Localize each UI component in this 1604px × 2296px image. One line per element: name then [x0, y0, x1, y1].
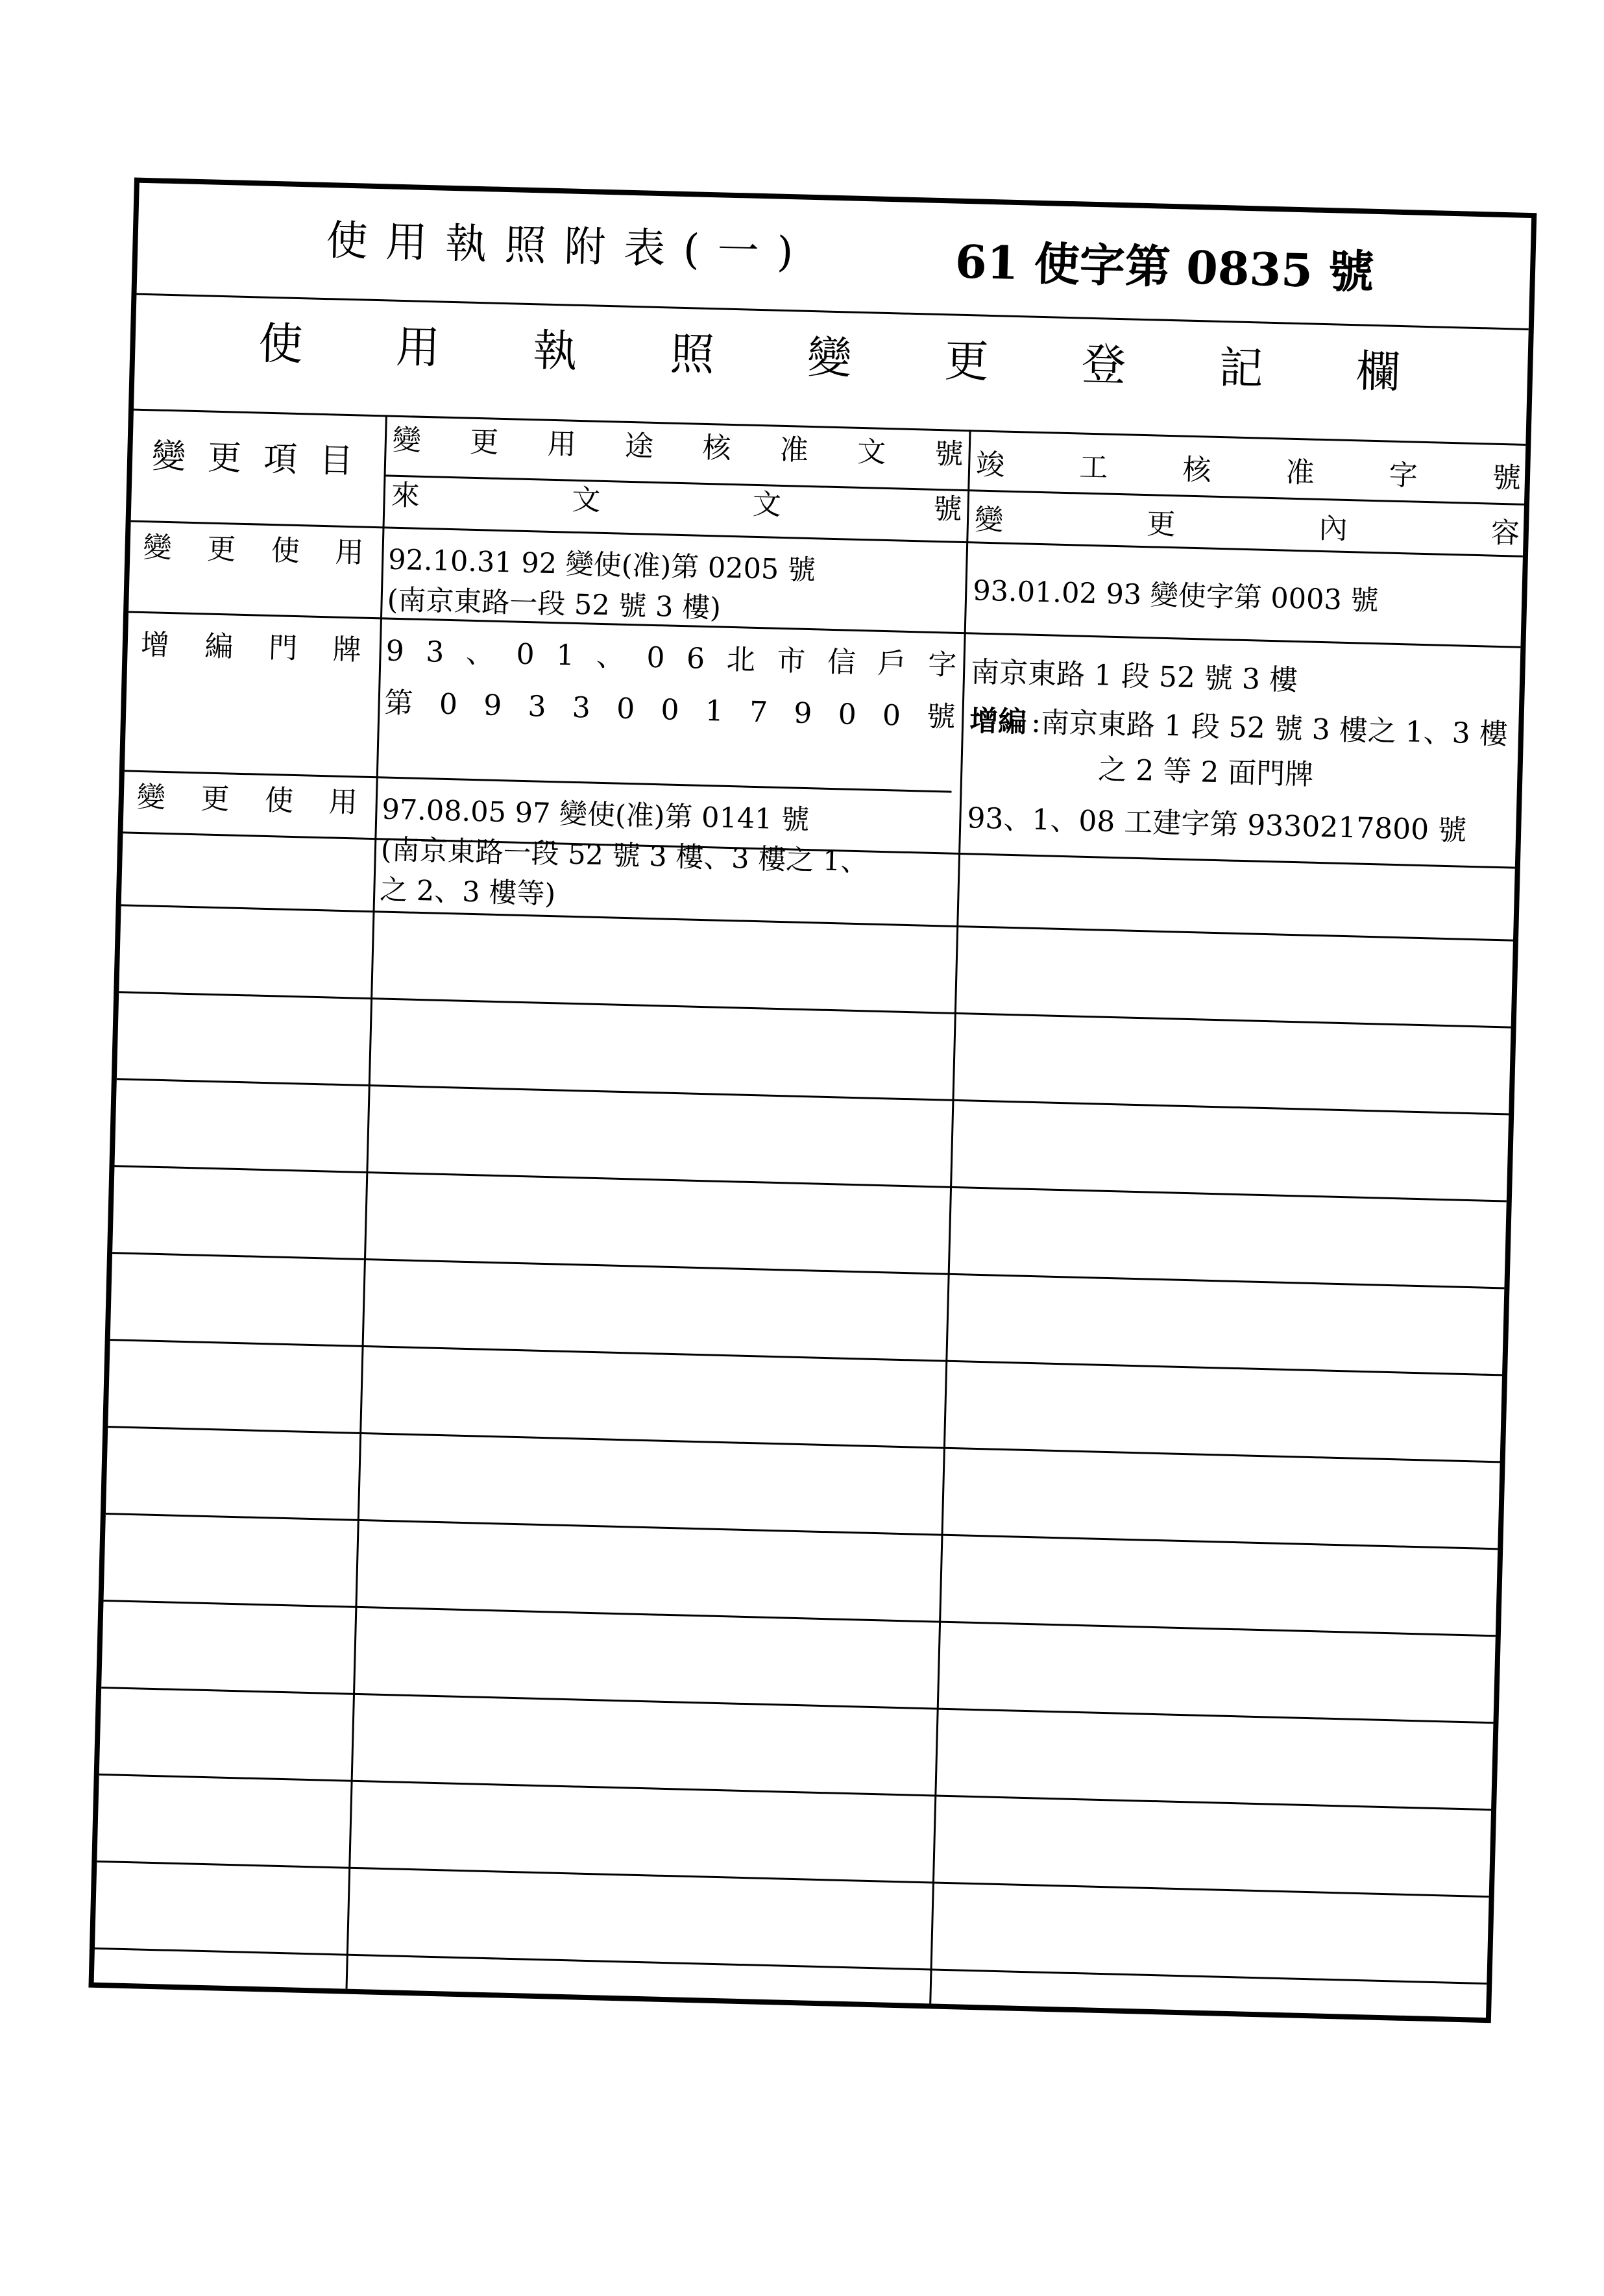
blank-row-divider	[97, 1861, 1489, 1898]
glyph: 照	[669, 328, 715, 382]
glyph: 文	[857, 435, 886, 469]
blank-row-divider	[95, 1948, 1487, 1985]
glyph: 用	[547, 427, 577, 461]
row-content: 93.01.02 93 變使字第 0003 號	[972, 574, 1379, 618]
glyph: 信	[827, 645, 857, 679]
glyph: 號	[932, 492, 963, 526]
blank-row-divider	[110, 1339, 1502, 1376]
glyph: 執	[444, 219, 488, 269]
glyph: 登	[1081, 339, 1127, 392]
glyph: 1	[555, 639, 575, 672]
row-item	[136, 780, 358, 820]
blank-row-divider	[101, 1687, 1493, 1724]
glyph: 牌	[332, 633, 362, 667]
glyph: 核	[701, 431, 732, 465]
glyph: 門	[268, 631, 298, 666]
blank-row-divider	[114, 1165, 1506, 1202]
row-doc: 97.08.05 97 變使(准)第 0141 號 (南京東路一段 52 號 3 樓、3 樓之 1、 之 2、3 樓等)	[379, 793, 869, 911]
glyph: 竣	[975, 448, 1005, 482]
glyph: 欄	[1355, 346, 1401, 398]
glyph: 號	[926, 700, 956, 734]
license-number: 61 使字第 0835 號	[954, 234, 1375, 299]
glyph: 北	[726, 642, 756, 677]
blank-row-divider	[106, 1513, 1498, 1550]
glyph: )	[776, 228, 794, 277]
glyph: 編	[204, 629, 234, 664]
glyph: 字	[927, 648, 957, 682]
row-doc-line1	[385, 634, 957, 682]
glyph: 3	[572, 690, 591, 725]
glyph: 0	[616, 692, 635, 726]
glyph: 字	[1389, 458, 1418, 493]
glyph: 項	[263, 439, 298, 480]
blank-row-divider	[112, 1252, 1504, 1289]
header-completion-approval	[976, 450, 1522, 493]
glyph: 更	[206, 532, 236, 567]
glyph: 內	[1318, 511, 1348, 546]
blank-row-divider	[119, 991, 1511, 1028]
glyph: 文	[571, 483, 601, 517]
glyph: 使	[258, 318, 304, 371]
glyph: (	[683, 225, 700, 275]
glyph: 1	[705, 694, 724, 728]
glyph: 9	[793, 696, 813, 731]
glyph: 變	[142, 531, 173, 565]
glyph: 變	[392, 423, 422, 458]
change-registration-form	[88, 177, 1537, 2023]
glyph: 9	[385, 634, 405, 668]
glyph: 目	[319, 441, 354, 482]
glyph: 、	[596, 639, 626, 674]
header-change-content	[974, 503, 1520, 550]
glyph: 一	[716, 226, 760, 276]
row-content-line2: :南京東路 1 段 52 號 3 樓之 1、3 樓	[1030, 705, 1509, 751]
glyph: 第	[384, 686, 414, 720]
glyph: 照	[504, 221, 547, 271]
row-content-line4: 93、1、08 工建字第 9330217800 號	[966, 801, 1467, 848]
glyph: 號	[1492, 461, 1522, 495]
glyph: 0	[882, 698, 901, 733]
glyph: 使	[264, 783, 294, 818]
glyph: 更	[469, 425, 499, 459]
glyph: 9	[483, 689, 502, 723]
glyph: 3	[527, 690, 547, 724]
glyph: 核	[1182, 453, 1212, 487]
glyph: 變	[974, 503, 1004, 537]
form-title	[325, 217, 794, 277]
glyph: 增	[140, 628, 170, 663]
blank-row-divider	[103, 1600, 1495, 1637]
row-item	[140, 628, 362, 667]
glyph: 用	[334, 535, 365, 570]
glyph: 6	[686, 642, 705, 676]
glyph: 、	[465, 636, 495, 670]
glyph: 執	[532, 325, 578, 378]
section-title	[258, 318, 1401, 398]
blank-row-divider	[99, 1774, 1491, 1811]
row-content-line1: 南京東路 1 段 52 號 3 樓	[970, 655, 1298, 698]
glyph: 表	[623, 224, 666, 274]
glyph: 記	[1218, 342, 1264, 395]
blank-row-divider	[117, 1078, 1509, 1115]
glyph: 用	[328, 785, 358, 820]
glyph: 號	[934, 437, 964, 471]
glyph: 變	[136, 780, 166, 814]
glyph: 戶	[877, 646, 907, 681]
glyph: 附	[563, 223, 607, 272]
glyph: 變	[807, 332, 853, 385]
glyph: 3	[425, 635, 444, 669]
glyph: 更	[207, 438, 242, 478]
glyph: 更	[200, 782, 230, 816]
blank-rows	[140, 183, 1531, 218]
glyph: 使	[271, 534, 300, 568]
glyph: 0	[838, 698, 857, 731]
glyph: 0	[439, 687, 458, 722]
row-doc: 92.10.31 92 變使(准)第 0205 號 (南京東路一段 52 號 3 樓)	[387, 543, 816, 625]
row-content-label: 增編	[969, 704, 1027, 739]
glyph: 文	[752, 487, 782, 522]
glyph: 使	[325, 217, 369, 266]
glyph: 0	[660, 693, 680, 727]
glyph: 用	[385, 218, 428, 267]
glyph: 市	[776, 644, 807, 678]
glyph: 7	[749, 695, 768, 729]
glyph: 0	[515, 637, 535, 672]
row-doc-line2	[384, 686, 956, 734]
glyph: 變	[151, 437, 186, 477]
glyph: 工	[1078, 450, 1109, 485]
glyph: 來	[391, 478, 420, 513]
glyph: 更	[943, 336, 990, 388]
header-approval-doc	[392, 423, 964, 471]
glyph: 途	[624, 429, 654, 463]
glyph: 0	[646, 641, 666, 675]
glyph: 更	[1146, 507, 1176, 542]
glyph: 准	[779, 433, 809, 467]
glyph: 容	[1490, 516, 1520, 550]
header-item	[151, 437, 354, 482]
row-item	[143, 533, 364, 568]
row-content-line3: 之 2 等 2 面門牌	[1097, 753, 1314, 792]
glyph: 准	[1285, 456, 1315, 490]
blank-row-divider	[108, 1426, 1500, 1463]
glyph: 用	[395, 321, 441, 374]
